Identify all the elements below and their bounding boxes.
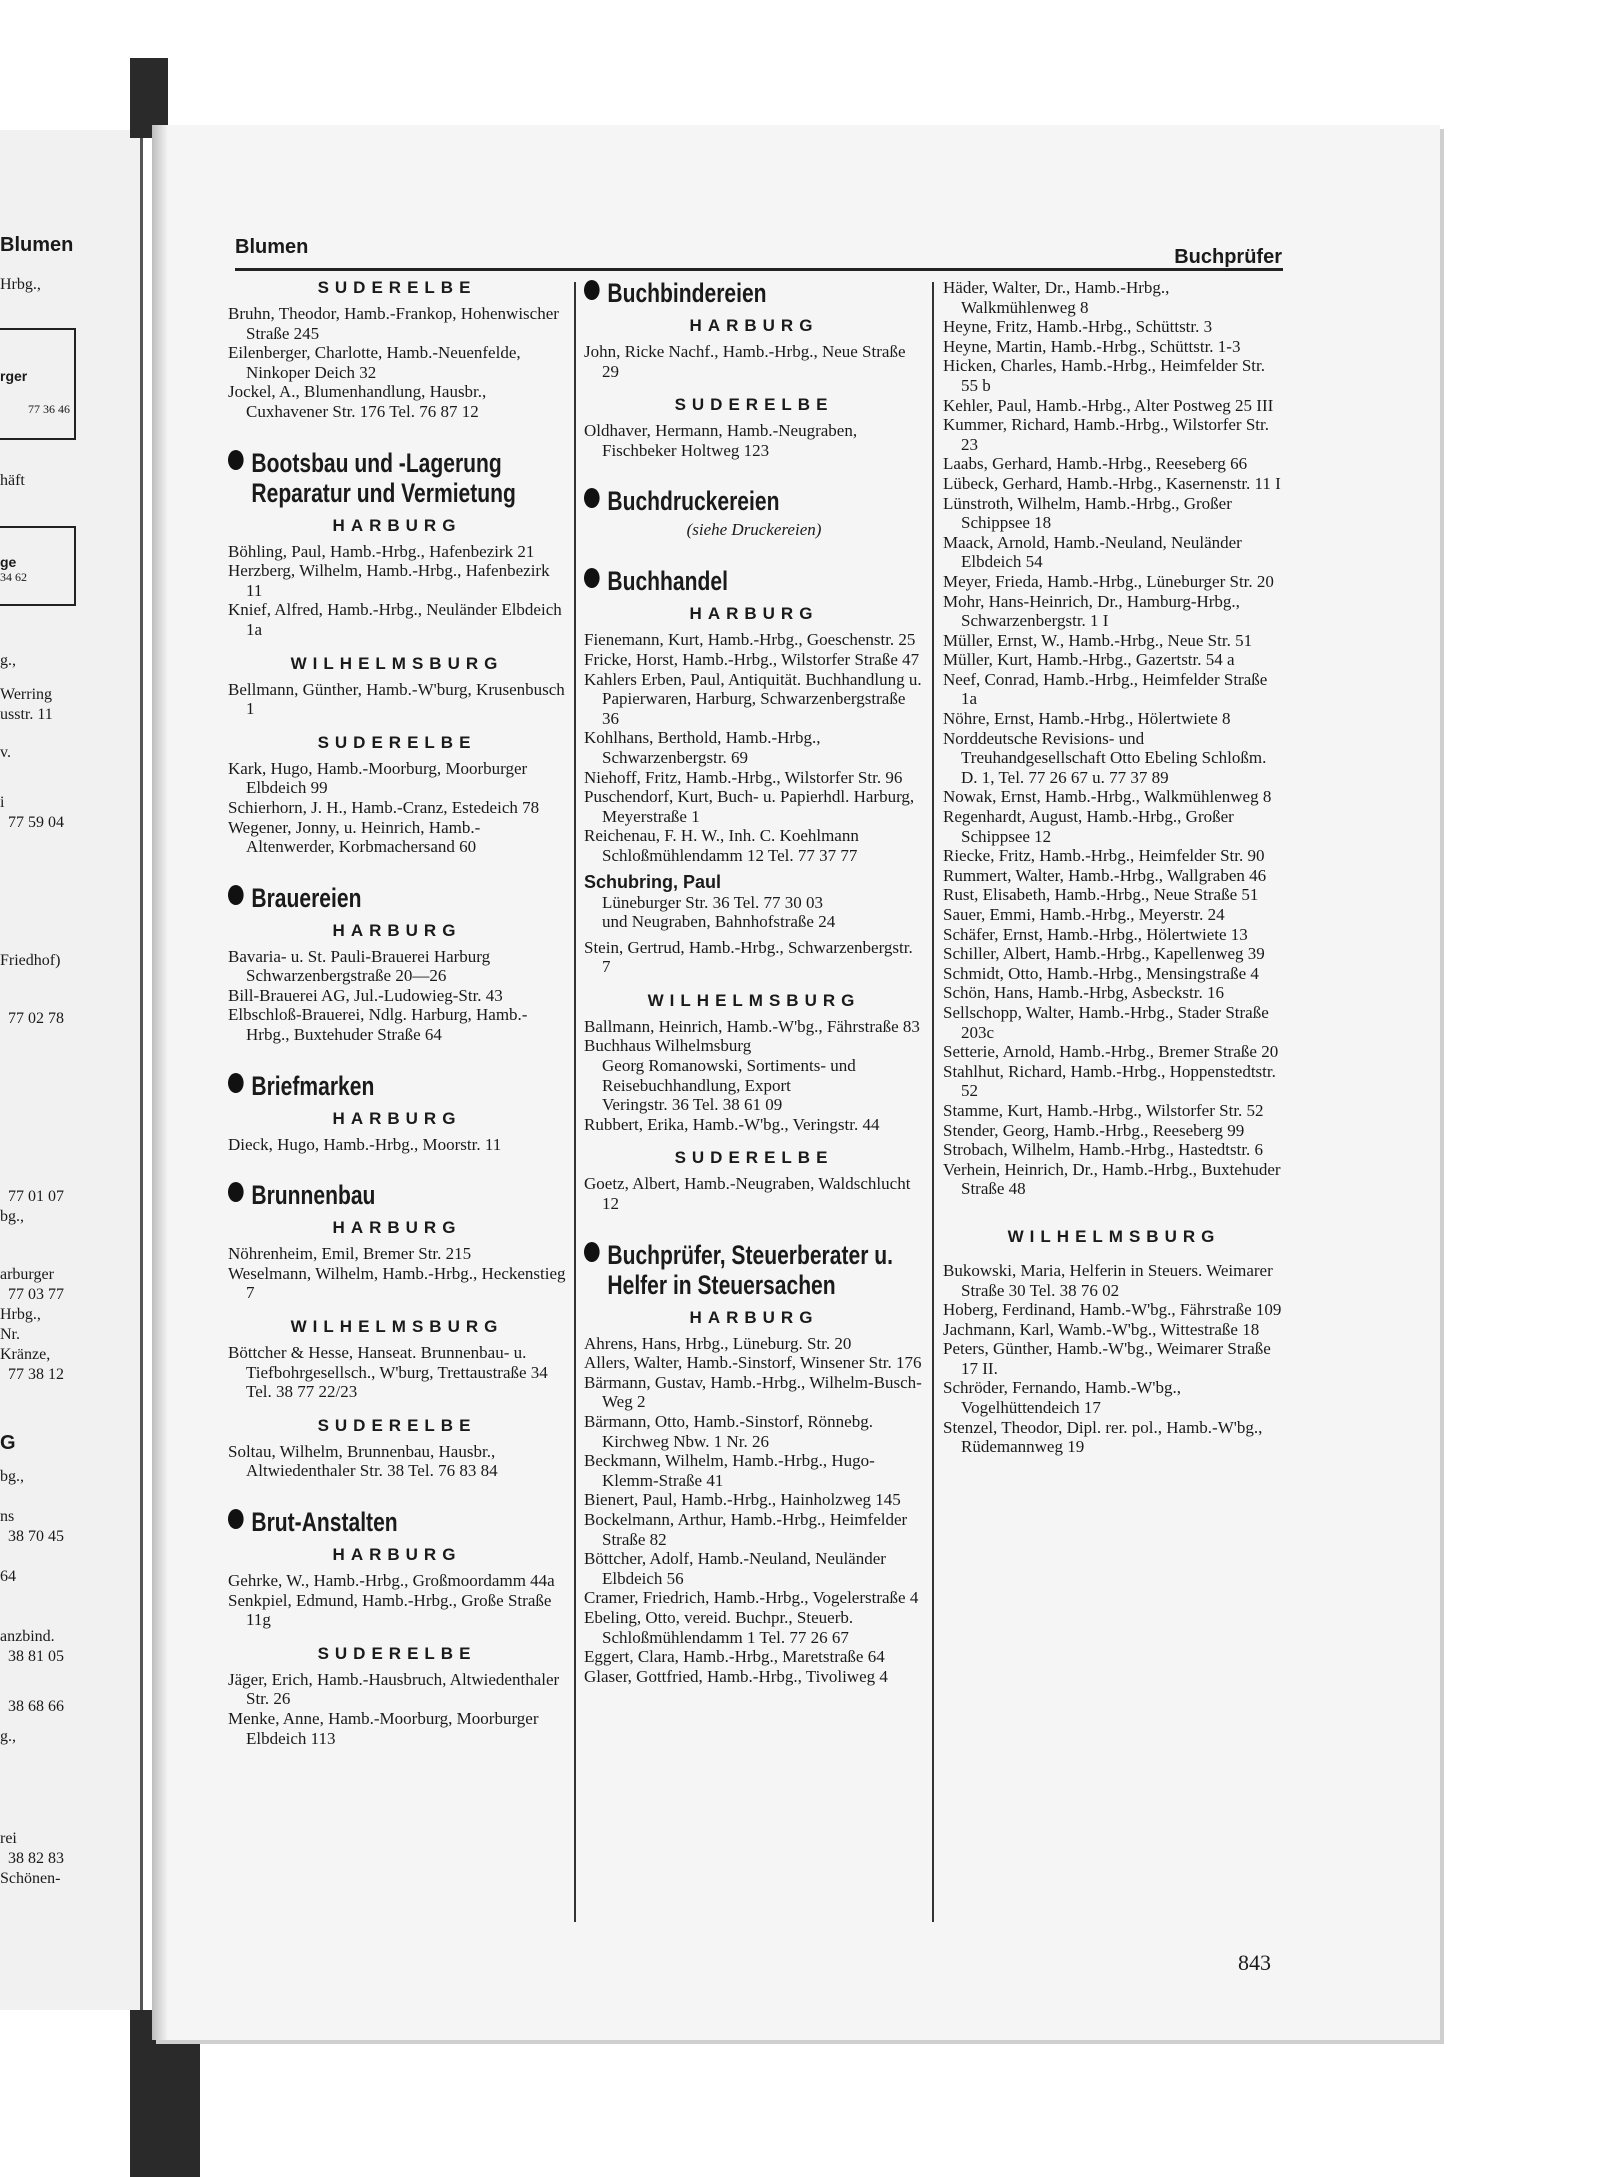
left-page-text: g.,: [0, 1728, 16, 1745]
entry: Herzberg, Wilhelm, Hamb.-Hrbg., Hafenbezirk 11: [228, 561, 550, 600]
section-title: Briefmarken: [251, 1070, 375, 1101]
district-heading: SUDERELBE: [317, 1643, 477, 1663]
running-header-left: Blumen: [235, 236, 309, 258]
entry: Fricke, Horst, Hamb.-Hrbg., Wilstorfer Straße 47: [584, 649, 920, 669]
entry: Puschendorf, Kurt, Buch- u. Papierhdl. Harburg, Meyerstraße 1: [584, 787, 915, 826]
section-title: Buchhandel: [607, 566, 728, 597]
left-page-text: Hrbg.,: [0, 276, 41, 293]
entry: Goetz, Albert, Hamb.-Neugraben, Waldschlucht 12: [584, 1174, 911, 1214]
entry: Strobach, Wilhelm, Hamb.-Hrbg., Hastedtstr. 6: [943, 1140, 1264, 1160]
district-heading: HARBURG: [689, 316, 819, 335]
district-heading: SUDERELBE: [317, 1415, 477, 1435]
entry: Neef, Conrad, Hamb.-Hrbg., Heimfelder Straße 1a: [943, 669, 1268, 709]
bullet-icon: [584, 280, 600, 300]
column-3: [943, 278, 1285, 1457]
entry: Laabs, Gerhard, Hamb.-Hrbg., Reeseberg 66: [943, 454, 1248, 474]
district-heading: HARBURG: [332, 1108, 462, 1128]
entry: Jachmann, Karl, Wamb.-W'bg., Wittestraße 18: [943, 1319, 1260, 1339]
section-title: Buchdruckereien: [607, 486, 780, 517]
entry: Cramer, Friedrich, Hamb.-Hrbg., Vogelerstraße 4: [584, 1588, 919, 1608]
left-page-text: 77 02 78: [8, 1010, 64, 1027]
header-rule: [235, 268, 1283, 271]
entry: Fienemann, Kurt, Hamb.-Hrbg., Goeschenstr. 25: [584, 630, 916, 650]
entry: Peters, Günther, Hamb.-W'bg., Weimarer Straße 17 II.: [943, 1339, 1271, 1378]
bullet-icon: [584, 568, 600, 588]
left-page-header: Blumen: [0, 234, 74, 256]
entry: Sellschopp, Walter, Hamb.-Hrbg., Stader Straße 203c: [943, 1002, 1269, 1042]
column-separator: [932, 282, 934, 1922]
section-heading: [228, 1507, 492, 1537]
left-page-text: 77 59 04: [8, 814, 64, 831]
entry: Rummert, Walter, Hamb.-Hrbg., Wallgraben 46: [943, 865, 1267, 885]
entry: Stenzel, Theodor, Dipl. rer. pol., Hamb.-W'bg., Rüdemannweg 19: [943, 1417, 1263, 1457]
entry: Regenhardt, August, Hamb.-Hrbg., Großer Schippsee 12: [943, 807, 1234, 846]
entry: Soltau, Wilhelm, Brunnenbau, Hausbr., Altwiedenthaler Str. 38 Tel. 76 83 84: [228, 1441, 498, 1481]
district-heading: HARBURG: [332, 1218, 462, 1238]
entry: Schiller, Albert, Hamb.-Hrbg., Kapellenweg 39: [943, 944, 1265, 964]
entry: Menke, Anne, Hamb.-Moorburg, Moorburger Elbdeich 113: [228, 1708, 539, 1748]
left-page-text: ns: [0, 1508, 15, 1525]
left-page-ad-box: [0, 328, 76, 440]
entry: Ballmann, Heinrich, Hamb.-W'bg., Fährstraße 83: [584, 1016, 920, 1036]
entry-line: Lüneburger Str. 36 Tel. 77 30 03: [602, 892, 824, 912]
section-title: Brauereien: [251, 882, 362, 913]
district-heading: HARBURG: [689, 604, 819, 624]
left-page-text: usstr. 11: [0, 706, 53, 723]
left-page-fragment: [0, 130, 142, 2010]
left-page-text: 38 68 66: [8, 1698, 64, 1715]
bullet-icon: [228, 1509, 244, 1529]
gutter-shade: [152, 125, 168, 2040]
entry: Bill-Brauerei AG, Jul.-Ludowieg-Str. 43: [228, 985, 503, 1005]
district-heading: WILHELMSBURG: [647, 990, 861, 1010]
entry: Stamme, Kurt, Hamb.-Hrbg., Wilstorfer Str. 52: [943, 1100, 1264, 1120]
entry: Knief, Alfred, Hamb.-Hrbg., Neuländer Elbdeich 1a: [228, 600, 562, 639]
entry: Hicken, Charles, Hamb.-Hrbg., Heimfelder Str. 55 b: [943, 356, 1265, 395]
entry: Schierhorn, J. H., Hamb.-Cranz, Estedeich 78: [228, 797, 540, 817]
section-heading: [584, 278, 849, 308]
district-heading: HARBURG: [332, 1545, 462, 1564]
entry: Norddeutsche Revisions- und Treuhandgesellschaft Otto Ebeling Schloßm. D. 1, Tel. 77 26 67 u. 77 37 89: [943, 728, 1267, 787]
entry: Jäger, Erich, Hamb.-Hausbruch, Altwiedenthaler Str. 26: [228, 1669, 560, 1709]
highlighted-entry-name: Schubring, Paul: [584, 871, 722, 892]
column-separator: [574, 282, 576, 1922]
left-page-text: Nr.: [0, 1326, 20, 1343]
district-heading: WILHELMSBURG: [290, 1317, 504, 1337]
entry-line: und Neugraben, Bahnhofstraße 24: [602, 912, 836, 932]
entry: Sauer, Emmi, Hamb.-Hrbg., Meyerstr. 24: [943, 905, 1225, 924]
entry: Kummer, Richard, Hamb.-Hrbg., Wilstorfer Str. 23: [943, 415, 1269, 454]
entry: Bockelmann, Arthur, Hamb.-Hrbg., Heimfelder Straße 82: [584, 1509, 908, 1549]
entry: Bavaria- u. St. Pauli-Brauerei Harburg Schwarzenbergstraße 20—26: [228, 946, 491, 986]
district-heading: SUDERELBE: [317, 732, 477, 752]
entry: Ahrens, Hans, Hrbg., Lüneburg. Str. 20: [584, 1333, 852, 1353]
entry: Müller, Kurt, Hamb.-Hrbg., Gazertstr. 54 a: [943, 650, 1235, 670]
left-page-text: 34 62: [0, 570, 27, 584]
section-title-line2: Helfer in Steuersachen: [607, 1269, 836, 1300]
entry: Glaser, Gottfried, Hamb.-Hrbg., Tivoliweg 4: [584, 1666, 888, 1686]
entry: Eggert, Clara, Hamb.-Hrbg., Maretstraße 64: [584, 1647, 885, 1667]
entry: Böttcher & Hesse, Hanseat. Brunnenbau- u. Tiefbohrgesellsch., W'burg, Trettaustraße 34 Tel. 38 77 22/23: [228, 1343, 548, 1402]
entry: Häder, Walter, Dr., Hamb.-Hrbg., Walkmühlenweg 8: [943, 278, 1170, 317]
entry: Lübeck, Gerhard, Hamb.-Hrbg., Kasernenstr. 11 I: [943, 473, 1281, 493]
entry: Bukowski, Maria, Helferin in Steuers. Weimarer Straße 30 Tel. 38 76 02: [943, 1260, 1273, 1300]
left-page-text: rei: [0, 1830, 17, 1847]
left-page-text: arburger: [0, 1266, 54, 1283]
entry: Eilenberger, Charlotte, Hamb.-Neuenfelde, Ninkoper Deich 32: [228, 343, 521, 382]
left-page-text: rger: [0, 368, 28, 384]
bullet-icon: [584, 1242, 600, 1262]
entry: Meyer, Frieda, Hamb.-Hrbg., Lüneburger Str. 20: [943, 571, 1274, 591]
bullet-icon: [228, 1182, 244, 1202]
entry: Böttcher, Adolf, Hamb.-Neuland, Neuländer Elbdeich 56: [584, 1549, 886, 1588]
left-page-text: 64: [0, 1568, 16, 1585]
district-heading: HARBURG: [332, 515, 462, 535]
left-page-text: 38 81 05: [8, 1648, 64, 1665]
entry: Bienert, Paul, Hamb.-Hrbg., Hainholzweg 145: [584, 1490, 901, 1510]
section-title-line2: Reparatur und Vermietung: [251, 477, 516, 508]
section-heading: [584, 486, 849, 516]
entry: Schön, Hans, Hamb.-Hrbg, Asbeckstr. 16: [943, 983, 1224, 1003]
entry: Stein, Gertrud, Hamb.-Hrbg., Schwarzenbergstr. 7: [584, 937, 913, 977]
entry: Nowak, Ernst, Hamb.-Hrbg., Walkmühlenweg 8: [943, 787, 1272, 807]
section-heading: [228, 1071, 492, 1101]
entry: Stahlhut, Richard, Hamb.-Hrbg., Hoppenstedtstr. 52: [943, 1061, 1276, 1101]
section-heading: [228, 883, 492, 913]
district-heading: SUDERELBE: [317, 278, 477, 297]
district-heading: WILHELMSBURG: [290, 653, 504, 673]
entry: Setterie, Arnold, Hamb.-Hrbg., Bremer Straße 20: [943, 1042, 1279, 1062]
left-page-text: 77 36 46: [28, 402, 70, 416]
left-page-text: 38 82 83: [8, 1850, 64, 1867]
entry: Kehler, Paul, Hamb.-Hrbg., Alter Postweg 25 III: [943, 395, 1274, 415]
left-page-text: Kränze,: [0, 1346, 51, 1363]
book-binding: [140, 120, 143, 2020]
left-page-text: 77 38 12: [8, 1366, 64, 1383]
page-number: 843: [1238, 1950, 1271, 1975]
entry: Bruhn, Theodor, Hamb.-Frankop, Hohenwischer Straße 245: [228, 304, 559, 343]
entry: Elbschloß-Brauerei, Ndlg. Harburg, Hamb.-Hrbg., Buxtehuder Straße 64: [228, 1005, 528, 1045]
entry: Rust, Elisabeth, Hamb.-Hrbg., Neue Straße 51: [943, 885, 1259, 905]
entry: Buchhaus Wilhelmsburg: [584, 1036, 752, 1056]
entry: Kahlers Erben, Paul, Antiquität. Buchhandlung u. Papierwaren, Harburg, Schwarzenbergstraße 36: [584, 669, 922, 728]
entry: Heyne, Martin, Hamb.-Hrbg., Schüttstr. 1-3: [943, 336, 1241, 356]
entry: Oldhaver, Hermann, Hamb.-Neugraben, Fischbeker Holtweg 123: [584, 421, 858, 460]
entry: Bellmann, Günther, Hamb.-W'burg, Krusenbusch 1: [228, 679, 565, 719]
entry: Müller, Ernst, W., Hamb.-Hrbg., Neue Str. 51: [943, 630, 1253, 650]
district-heading: WILHELMSBURG: [1007, 1226, 1221, 1246]
entry: Nöhrenheim, Emil, Bremer Str. 215: [228, 1244, 472, 1264]
left-page-text: g.,: [0, 652, 16, 669]
entry: Böhling, Paul, Hamb.-Hrbg., Hafenbezirk 21: [228, 541, 535, 561]
left-page-text: Friedhof): [0, 952, 61, 969]
section-heading: [228, 447, 516, 508]
entry: Dieck, Hugo, Hamb.-Hrbg., Moorstr. 11: [228, 1134, 502, 1154]
entry: Kark, Hugo, Hamb.-Moorburg, Moorburger Elbdeich 99: [228, 758, 528, 798]
section-title: Brut-Anstalten: [251, 1507, 398, 1537]
section-heading: [584, 566, 849, 596]
district-heading: HARBURG: [332, 920, 462, 940]
entry: Wegener, Jonny, u. Heinrich, Hamb.-Altenwerder, Korbmachersand 60: [228, 817, 481, 857]
section-title: Buchbindereien: [607, 278, 767, 308]
running-header-right: Buchprüfer: [1174, 246, 1282, 268]
entry: John, Ricke Nachf., Hamb.-Hrbg., Neue Straße 29: [584, 342, 906, 381]
entry: Mohr, Hans-Heinrich, Dr., Hamburg-Hrbg., Schwarzenbergstr. 1 I: [943, 591, 1240, 631]
entry: Schmidt, Otto, Hamb.-Hrbg., Mensingstraße 4: [943, 963, 1259, 983]
left-page-text: bg.,: [0, 1468, 24, 1485]
left-page-text: v.: [0, 744, 11, 761]
entry: Bärmann, Gustav, Hamb.-Hrbg., Wilhelm-Busch-Weg 2: [584, 1372, 922, 1412]
left-page-text: Schönen-: [0, 1870, 61, 1887]
left-page-text: häft: [0, 472, 25, 489]
bullet-icon: [584, 488, 600, 508]
entry: Gehrke, W., Hamb.-Hrbg., Großmoordamm 44a: [228, 1571, 555, 1590]
entry: Heyne, Fritz, Hamb.-Hrbg., Schüttstr. 3: [943, 317, 1213, 337]
left-page-ad-box: [0, 526, 76, 606]
left-page-text: Werring: [0, 686, 53, 703]
district-heading: SUDERELBE: [674, 395, 834, 415]
district-heading: SUDERELBE: [674, 1148, 834, 1168]
entry: Nöhre, Ernst, Hamb.-Hrbg., Hölertwiete 8: [943, 709, 1231, 729]
left-page-text: bg.,: [0, 1208, 24, 1225]
entry: Lünstroth, Wilhelm, Hamb.-Hrbg., Großer Schippsee 18: [943, 493, 1232, 533]
section-title: Bootsbau und -Lagerung: [251, 447, 502, 478]
entry: Kohlhans, Berthold, Hamb.-Hrbg., Schwarzenbergstr. 69: [584, 728, 821, 767]
left-page-text: ge: [0, 554, 17, 570]
cross-reference-note: (siehe Druckereien): [686, 520, 822, 540]
entry: Beckmann, Wilhelm, Hamb.-Hrbg., Hugo-Klemm-Straße 41: [584, 1451, 875, 1490]
entry: Schäfer, Ernst, Hamb.-Hrbg., Hölertwiete 13: [943, 924, 1248, 944]
column-2: [584, 278, 924, 1686]
entry: Hoberg, Ferdinand, Hamb.-W'bg., Fährstraße 109: [943, 1300, 1282, 1320]
section-heading: [584, 1239, 893, 1300]
entry-line: Georg Romanowski, Sortiments- und Reisebuchhandlung, Export: [602, 1056, 856, 1095]
entry-line: Veringstr. 36 Tel. 38 61 09: [602, 1095, 783, 1115]
left-page-text: anzbind.: [0, 1628, 55, 1645]
entry: Allers, Walter, Hamb.-Sinstorf, Winsener Str. 176: [584, 1353, 922, 1373]
bullet-icon: [228, 1073, 244, 1093]
left-page-text: 77 03 77: [8, 1286, 64, 1303]
entry: Jockel, A., Blumenhandlung, Hausbr., Cuxhavener Str. 176 Tel. 76 87 12: [228, 382, 487, 421]
entry: Verhein, Heinrich, Dr., Hamb.-Hrbg., Buxtehuder Straße 48: [943, 1159, 1281, 1199]
entry: Reichenau, F. H. W., Inh. C. Koehlmann Schloßmühlendamm 12 Tel. 77 37 77: [584, 826, 859, 865]
column-1: [228, 278, 566, 1748]
left-page-text: 38 70 45: [8, 1528, 64, 1545]
entry: Niehoff, Fritz, Hamb.-Hrbg., Wilstorfer Str. 96: [584, 767, 903, 787]
section-heading: [228, 1180, 492, 1210]
bullet-icon: [228, 450, 244, 470]
left-page-text: Hrbg.,: [0, 1306, 41, 1323]
entry: Weselmann, Wilhelm, Hamb.-Hrbg., Heckenstieg 7: [228, 1263, 566, 1303]
entry: Bärmann, Otto, Hamb.-Sinstorf, Rönnebg. Kirchweg Nbw. 1 Nr. 26: [584, 1412, 873, 1451]
entry: Riecke, Fritz, Hamb.-Hrbg., Heimfelder Str. 90: [943, 846, 1265, 866]
left-page-text: i: [0, 794, 5, 811]
entry: Schröder, Fernando, Hamb.-W'bg., Vogelhüttendeich 17: [943, 1378, 1181, 1418]
district-heading: HARBURG: [689, 1307, 819, 1327]
entry: Stender, Georg, Hamb.-Hrbg., Reeseberg 99: [943, 1120, 1245, 1140]
entry: Rubbert, Erika, Hamb.-W'bg., Veringstr. 44: [584, 1114, 880, 1134]
section-title: Brunnenbau: [251, 1180, 376, 1211]
bullet-icon: [228, 885, 244, 905]
entry: Ebeling, Otto, vereid. Buchpr., Steuerb. Schloßmühlendamm 1 Tel. 77 26 67: [584, 1607, 854, 1647]
left-page-text: G: [0, 1432, 16, 1454]
entry: Senkpiel, Edmund, Hamb.-Hrbg., Große Straße 11g: [228, 1590, 552, 1630]
left-page-text: 77 01 07: [8, 1188, 64, 1205]
entry: Maack, Arnold, Hamb.-Neuland, Neuländer Elbdeich 54: [943, 532, 1242, 572]
section-title: Buchprüfer, Steuerberater u.: [607, 1239, 893, 1270]
